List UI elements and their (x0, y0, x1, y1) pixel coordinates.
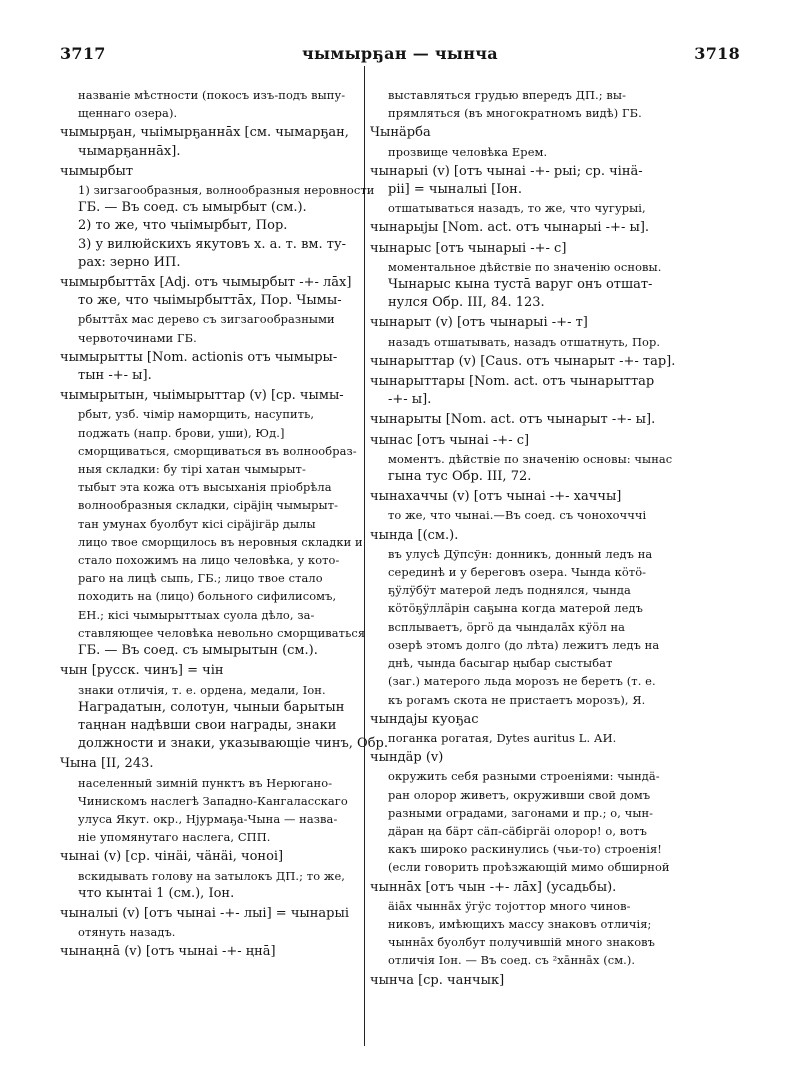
dictionary-entry (60, 387, 366, 660)
entry-headword-line: чынаңнā (v) [отъ чынаі -+- ңнā] (60, 944, 276, 960)
entry-text-line: -+- ы]. (388, 392, 432, 408)
entry-text-line: озерѣ этомъ долго (до лѣта) лежитъ ледъ на (388, 637, 660, 652)
entry-text-line: кӧтӧҕӱллӓрін саҕына когда матерой ледъ (388, 601, 643, 616)
dictionary-entry (370, 314, 670, 350)
dictionary-entry (60, 662, 388, 753)
entry-headword-line: чынахаччы (v) [отъ чынаі -+- хаччы] (370, 489, 622, 505)
entry-text-line: въ улусѣ Дўпсўн: донникъ, донный ледъ на (388, 546, 653, 561)
entry-text-line: названіе мѣстности (покосъ изъ-подъ выпу- (78, 88, 346, 102)
dictionary-entry (370, 879, 670, 970)
entry-text-line: дäран ңа бäрт сäп-сäбіргäі олорор! о, вотъ (388, 823, 647, 838)
dictionary-entry (370, 219, 670, 237)
entry-text-line: выставляться грудью впередъ ДП.; вы- (388, 88, 627, 102)
entry-text-line: чымарҕаннāх]. (78, 143, 181, 159)
entry-text-line: никовъ, имѣющихъ массу знаковъ отличія; (388, 916, 652, 931)
dictionary-entry (370, 488, 670, 524)
page-number-left: 3717 (60, 44, 106, 63)
entry-text-line: прямляться (въ многократномъ видѣ) ГБ. (388, 106, 642, 121)
entry-text-line: стало похожимъ на лицо человѣка, у кото- (78, 553, 340, 568)
entry-text-line: моментальное дѣйствіе по значенію основы. (388, 259, 662, 274)
entry-text-line: отшатываться назадъ, то же, что чугурыі, (388, 201, 646, 216)
dictionary-entry (370, 240, 670, 313)
entry-headword-line: чынаі (v) [ср. чінäi, чäнäi, чоноі] (60, 849, 284, 865)
dictionary-entry (60, 905, 356, 941)
entry-text-line: червоточинами ГБ. (78, 330, 197, 345)
entry-text-line: ныя складки: бу тірі хатан чымырыт- (78, 462, 306, 477)
entry-text-line: 1) зигзагообразныя, волнообразныя неровности (78, 183, 375, 198)
entry-text-line: (заг.) матерого льда морозъ не беретъ (т. е. (388, 674, 656, 689)
page-number-right: 3718 (694, 44, 740, 63)
entry-text-line: назадъ отшатывать, назадъ отшатнуть, Пор. (388, 334, 661, 349)
entry-text-line: должности и знаки, указывающіе чинъ, Обр. (78, 736, 388, 752)
dictionary-entry (370, 373, 670, 409)
page-header (60, 44, 740, 68)
entry-text-line: вскидывать голову на затылокъ ДП.; то же, (78, 868, 346, 883)
running-head: чымырҕан — чынча (302, 44, 498, 63)
entry-text-line: тан умунах буолбут кісі сірäjiгäр дылы (78, 516, 316, 531)
entry-text-line: 3) у вилюйскихъ якутовъ х. а. т. вм. ту- (78, 236, 346, 252)
entry-text-line: улуса Якут. окр., Нјурмаҕа-Чына — назва- (78, 811, 338, 826)
entry-text-line: ран олорор живетъ, окруживши свой домъ (388, 787, 651, 802)
entry-headword-line: чымырытын, чыімырыттар (v) [ср. чымы- (60, 388, 344, 404)
entry-headword-line: чынарыт (v) [отъ чынарыі -+- т] (370, 315, 588, 331)
entry-text-line: рiі] = чыналыі [Іон. (388, 182, 522, 198)
entry-text-line: что кынтаі 1 (см.), Іон. (78, 885, 235, 901)
entry-text-line: какъ широко раскинулись (чьи-то) строенія! (388, 842, 662, 857)
entry-text-line: раго на лицѣ сыпь, ГБ.; лицо твое стало (78, 571, 323, 586)
entry-headword-line: чынарыттар (v) [Caus. отъ чынарыт -+- тар]. (370, 353, 676, 369)
entry-text-line: ГБ. — Въ соед. съ ымырытын (см.). (78, 643, 318, 659)
entry-headword-line: чынарыттары [Nom. act. отъ чынарыттар (370, 374, 655, 390)
dictionary-entry (60, 755, 356, 846)
right-column (370, 86, 676, 992)
dictionary-entry (60, 274, 356, 347)
entry-headword-line: чынас [отъ чынаі -+- с] (370, 432, 530, 448)
entry-text-line: ставляющее человѣка невольно сморщиваться (78, 625, 366, 640)
entry-text-line: прозвище человѣка Ерем. (388, 144, 548, 159)
entry-headword-line: чынарыс [отъ чынарыі -+- с] (370, 240, 567, 256)
dictionary-entry (60, 86, 356, 122)
entry-headword-line: чынча [ср. чанчык] (370, 972, 505, 988)
entry-text-line: сморщиваться, сморщиваться въ волнообраз- (78, 443, 357, 458)
dictionary-entry (370, 749, 670, 876)
entry-text-line: щеннаго озера). (78, 106, 178, 121)
entry-text-line: рбыт, узб. чімір наморщить, насупить, (78, 407, 315, 422)
dictionary-entry (60, 163, 375, 272)
entry-text-line: знаки отличія, т. е. ордена, медали, Іон. (78, 682, 326, 697)
entry-headword-line: чымырбыттāх [Adj. отъ чымырбыт -+- лāх] (60, 275, 352, 291)
dictionary-entry (60, 848, 356, 903)
entry-text-line: äiāх чыннāх ӱгӱс тојоттор много чинов- (388, 898, 631, 913)
dictionary-entry (370, 163, 670, 218)
dictionary-entry (60, 349, 356, 385)
entry-text-line: Наградатын, солотун, чыныи барытын (78, 699, 345, 715)
dictionary-entry (370, 411, 670, 429)
entry-text-line: Чинискомъ наслегѣ Западно-Кангаласскаго (78, 793, 348, 808)
dictionary-entry (370, 527, 670, 709)
entry-text-line: тын -+- ы]. (78, 368, 152, 384)
entry-text-line: разными оградами, загонами и пр.; о, чын- (388, 805, 654, 820)
entry-headword-line: чыналыі (v) [отъ чынаі -+- лыі] = чынарыі (60, 905, 349, 921)
entry-text-line: то же, что чынаі.—Въ соед. съ чонохочччі (388, 508, 647, 523)
entry-text-line: рбыттāх мас дерево съ зигзагообразными (78, 312, 335, 327)
entry-text-line: рах: зерно ИП. (78, 254, 181, 270)
column-divider (364, 66, 365, 1046)
entry-text-line: къ рогамъ скота не пристаетъ морозъ), Я. (388, 692, 646, 707)
entry-text-line: поджать (напр. брови, уши), Юд.] (78, 425, 285, 440)
entry-text-line: ҕӱлӱбӱт матерой ледъ поднялся, чында (388, 583, 631, 598)
entry-text-line: таңнан надѣвши свои награды, знаки (78, 717, 337, 733)
entry-headword-line: чынарыі (v) [отъ чынаі -+- рыі; ср. чінä- (370, 163, 643, 179)
entry-headword-line: чындäр (v) (370, 750, 444, 766)
left-column (60, 86, 388, 964)
dictionary-entry (60, 124, 356, 160)
entry-text-line: походить на (лицо) больного сифилисомъ, (78, 589, 337, 604)
entry-text-line: отличія Іон. — Въ соед. съ ²хāннāх (см.). (388, 953, 636, 968)
entry-text-line: ГБ. — Въ соед. съ ымырбыт (см.). (78, 200, 307, 216)
entry-headword-line: чынарыты [Nom. act. отъ чынарыт -+- ы]. (370, 412, 656, 428)
entry-text-line: 2) то же, что чыімырбыт, Пор. (78, 218, 288, 234)
entry-headword-line: чында [(см.). (370, 527, 459, 543)
entry-headword-line: Чына [II, 243. (60, 756, 154, 772)
entry-text-line: тыбыт эта кожа отъ высыханія пріобрѣла (78, 480, 332, 495)
entry-text-line: (если говорить проѣзжающій мимо обширной (388, 860, 670, 875)
dictionary-entry (60, 943, 356, 961)
entry-text-line: Чынарыс кына тустā варуг онъ отшат- (388, 277, 653, 293)
dictionary-entry (370, 353, 676, 371)
entry-text-line: отянуть назадъ. (78, 925, 176, 940)
dictionary-entry (370, 124, 670, 160)
dictionary-entry (370, 432, 673, 487)
entry-text-line: чыннāх буолбут получившій много знаковъ (388, 935, 656, 950)
entry-text-line: днѣ, чында басыгар ңыбар сыстыбат (388, 656, 613, 671)
entry-text-line: населенный зимній пунктъ въ Нерюгано- (78, 775, 333, 790)
dictionary-entry (370, 711, 670, 747)
entry-text-line: ЕН.; кісі чымырыттыаx суола дѣло, за- (78, 607, 315, 622)
entry-text-line: всплываетъ, ӧргӧ да чындалāх кӱӧл на (388, 619, 626, 634)
entry-headword-line: чымырытты [Nom. actionis отъ чымыры- (60, 349, 338, 365)
entry-text-line: поганка рогатая, Dytes auritus L. АИ. (388, 730, 617, 745)
dictionary-entry (370, 972, 670, 990)
entry-headword-line: чынарыjы [Nom. act. отъ чынарыі -+- ы]. (370, 220, 650, 236)
entry-text-line: моментъ. дѣйствіе по значенію основы: чынас (388, 451, 673, 466)
entry-text-line: лицо твое сморщилось въ неровныя складки и (78, 534, 363, 549)
entry-headword-line: чындаjы куоҕас (370, 711, 479, 727)
entry-text-line: окружить себя разными строеніями: чындä- (388, 769, 660, 784)
dictionary-entry (370, 86, 670, 122)
entry-headword-line: Чынäрба (370, 125, 431, 141)
entry-headword-line: чымырбыт (60, 163, 134, 179)
entry-headword-line: чыннāх [отъ чын -+- лāх] (усадьбы). (370, 879, 617, 895)
entry-text-line: гына тус Обр. III, 72. (388, 469, 532, 485)
entry-text-line: ніе упомянутаго наслега, СПП. (78, 830, 271, 845)
entry-text-line: нулся Обр. III, 84. 123. (388, 295, 545, 311)
entry-text-line: то же, что чыімырбыттāх, Пор. Чымы- (78, 293, 342, 309)
entry-text-line: волнообразныя складки, сірäjiң чымырыт- (78, 498, 339, 513)
entry-headword-line: чын [русск. чинъ] = чін (60, 663, 224, 679)
entry-headword-line: чымырҕан, чыімырҕаннāх [см. чымарҕан, (60, 125, 349, 141)
entry-text-line: серединѣ и у береговъ озера. Чында кӧтӧ- (388, 565, 647, 580)
